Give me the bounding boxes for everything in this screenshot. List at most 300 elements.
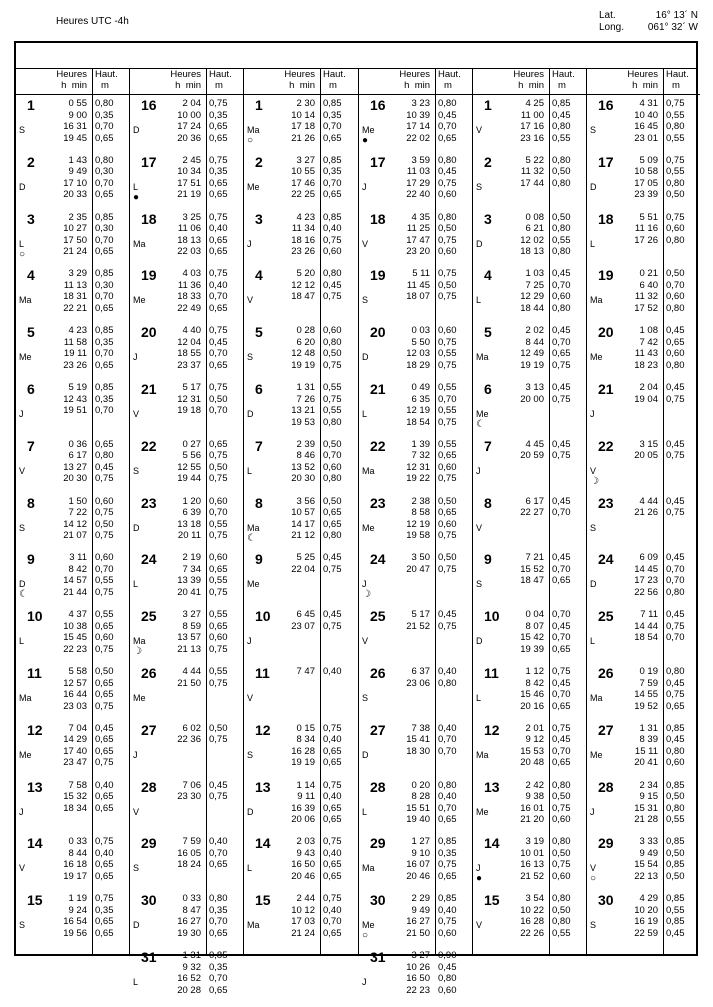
h-min-label: h min — [175, 80, 201, 91]
day-entry — [359, 496, 472, 553]
tide-time: 13 27 — [63, 461, 87, 473]
tide-height: 0,65 — [209, 246, 228, 258]
tide-height: 0,80 — [438, 98, 457, 109]
tide-height: 0,55 — [552, 132, 571, 144]
tide-column — [473, 68, 587, 956]
tide-height: 0,75 — [666, 507, 685, 519]
tide-time: 20 33 — [63, 189, 87, 201]
day-entry — [16, 666, 129, 723]
tide-height: 0,40 — [438, 791, 457, 803]
tide-height: 0,45 — [438, 109, 457, 121]
tide-height: 0,45 — [438, 961, 457, 973]
moon-phase-icon: ● — [362, 135, 369, 146]
tide-height: 0,80 — [552, 223, 571, 235]
tide-height: 0,40 — [323, 904, 342, 916]
tide-time: 18 47 — [520, 575, 544, 587]
weekday-label: D — [133, 125, 140, 135]
tide-time: 17 40 — [63, 745, 87, 757]
tide-time: 19 53 — [291, 416, 315, 428]
day-entry — [130, 836, 243, 893]
haut-label: Haut. — [209, 69, 232, 80]
tide-time: 3 11 — [69, 552, 87, 564]
tide-height: 0,40 — [323, 734, 342, 746]
tide-height: 0,60 — [552, 870, 571, 882]
tide-time: 11 06 — [177, 223, 201, 235]
tide-time: 16 01 — [520, 802, 544, 814]
tide-time: 11 45 — [406, 279, 430, 291]
day-number: 12 — [484, 721, 500, 738]
tide-time: 13 57 — [177, 632, 201, 644]
moon-phase-icon: ☽ — [590, 475, 599, 487]
tide-height: 0,65 — [95, 189, 114, 201]
weekday-label: Me — [476, 409, 489, 419]
tide-time: 3 56 — [296, 495, 315, 507]
tide-time: 18 54 — [406, 416, 430, 428]
tide-time: 7 34 — [182, 563, 201, 575]
tide-height: 0,65 — [209, 121, 228, 132]
tide-height: 0,75 — [323, 234, 342, 246]
weekday-label: L — [590, 238, 596, 249]
day-entry — [473, 268, 586, 325]
tide-time: 12 02 — [520, 234, 544, 246]
tide-time: 13 18 — [177, 518, 201, 530]
tide-time: 3 15 — [639, 438, 658, 450]
tide-height: 0,40 — [438, 904, 457, 916]
tide-time: 1 27 — [411, 836, 430, 848]
tide-time: 22 56 — [634, 586, 658, 598]
tide-time: 19 51 — [63, 405, 87, 416]
day-number: 30 — [598, 892, 614, 909]
day-entry — [244, 212, 357, 269]
weekday-label: L — [133, 977, 139, 987]
tide-time: 19 56 — [63, 927, 87, 939]
tide-time: 10 39 — [406, 109, 430, 121]
tide-time: 11 32 — [520, 166, 544, 178]
tide-time: 21 12 — [291, 530, 315, 542]
tide-height: 0,80 — [209, 893, 228, 905]
tide-time: 12 55 — [177, 461, 201, 473]
weekday-label: Ma — [247, 522, 260, 533]
day-entry — [244, 609, 357, 666]
tide-height: 0,65 — [209, 927, 228, 939]
tide-height: 0,75 — [95, 893, 114, 905]
tide-time: 19 17 — [63, 870, 87, 882]
day-number: 13 — [484, 778, 500, 795]
tide-time: 12 03 — [406, 348, 430, 360]
h-min-label: h min — [404, 80, 430, 91]
haut-label: Haut. — [95, 69, 118, 80]
tide-height: 0,55 — [666, 814, 685, 826]
day-entry — [244, 836, 357, 893]
m-label: m — [101, 80, 109, 91]
tide-height: 0,30 — [95, 166, 114, 178]
day-entry — [244, 552, 357, 609]
tide-time: 9 00 — [68, 109, 87, 121]
day-entry — [244, 268, 357, 325]
day-entry — [359, 382, 472, 439]
day-entry — [130, 382, 243, 439]
column-header — [16, 68, 129, 95]
tide-time: 17 24 — [177, 121, 201, 132]
tide-time: 3 27 — [411, 950, 430, 961]
tide-time: 20 28 — [177, 984, 201, 996]
tide-time: 15 31 — [634, 802, 658, 814]
tide-time: 23 30 — [177, 791, 201, 803]
day-entry — [16, 212, 129, 269]
tide-height: 0,65 — [95, 916, 114, 928]
tide-height: 0,75 — [323, 563, 342, 575]
day-entry — [16, 780, 129, 837]
m-label: m — [672, 80, 680, 91]
tide-time: 2 44 — [296, 893, 315, 905]
tide-height: 0,65 — [438, 870, 457, 882]
tide-height: 0,65 — [552, 348, 571, 360]
tide-time: 21 20 — [520, 814, 544, 826]
tide-time: 5 20 — [296, 268, 315, 280]
tide-height: 0,80 — [438, 973, 457, 984]
tide-height: 0,40 — [323, 791, 342, 803]
tide-height: 0,70 — [552, 689, 571, 700]
moon-phase-icon: ☾ — [476, 419, 485, 430]
tide-height: 0,75 — [666, 450, 685, 462]
tide-height: 0,65 — [438, 132, 457, 144]
timezone-label: Heures UTC -4h — [56, 16, 129, 27]
weekday-label: S — [19, 522, 26, 533]
day-entry — [359, 212, 472, 269]
tide-height: 0,60 — [95, 495, 114, 507]
tide-height: 0,75 — [323, 893, 342, 905]
tide-time: 2 01 — [525, 722, 544, 734]
tide-height: 0,75 — [438, 563, 457, 575]
tide-time: 14 45 — [634, 563, 658, 575]
tide-height: 0,50 — [552, 211, 571, 223]
tide-time: 7 04 — [68, 722, 87, 734]
day-number: 13 — [255, 778, 271, 795]
column-header — [473, 68, 586, 95]
tide-height: 0,70 — [323, 916, 342, 928]
tide-height: 0,65 — [95, 859, 114, 871]
tide-height: 0,40 — [95, 847, 114, 859]
tide-time: 19 52 — [634, 700, 658, 712]
weekday-label: J — [19, 806, 24, 817]
tide-time: 20 59 — [520, 450, 544, 462]
tide-time: 7 21 — [525, 552, 544, 564]
tide-time: 11 25 — [406, 223, 430, 235]
tide-column — [244, 68, 359, 956]
day-number: 7 — [484, 437, 492, 454]
day-number: 23 — [141, 494, 157, 511]
tide-height: 0,60 — [438, 927, 457, 939]
weekday-label: D — [476, 238, 483, 249]
tide-time: 23 07 — [291, 620, 315, 632]
tide-time: 18 13 — [177, 234, 201, 246]
tide-height: 0,45 — [552, 620, 571, 632]
tide-time: 3 54 — [525, 893, 544, 905]
column-header — [244, 68, 358, 95]
tide-time: 19 40 — [406, 814, 430, 826]
day-number: 23 — [370, 494, 386, 511]
tide-time: 22 04 — [291, 563, 315, 575]
h-min-label: h min — [632, 80, 658, 91]
tide-time: 10 01 — [520, 847, 544, 859]
tide-time: 1 31 — [296, 382, 315, 393]
tide-time: 20 30 — [63, 473, 87, 485]
weekday-label: S — [476, 579, 483, 590]
tide-time: 17 14 — [406, 121, 430, 132]
weekday-label: J — [362, 977, 367, 987]
day-entry — [130, 155, 243, 212]
day-entry — [359, 325, 472, 382]
tide-height: 0,70 — [552, 609, 571, 621]
tide-height: 0,70 — [209, 507, 228, 519]
tide-height: 0,35 — [209, 166, 228, 178]
tide-time: 4 31 — [639, 98, 658, 109]
tide-time: 12 19 — [406, 405, 430, 416]
tide-height: 0,75 — [438, 859, 457, 871]
tide-time: 16 28 — [291, 745, 315, 757]
haut-label: Haut. — [552, 69, 575, 80]
tide-height: 0,70 — [438, 121, 457, 132]
tide-time: 16 45 — [634, 121, 658, 132]
tide-time: 16 54 — [63, 916, 87, 928]
day-number: 28 — [598, 778, 614, 795]
day-number: 30 — [370, 892, 386, 909]
column-header — [130, 68, 243, 95]
tide-time: 0 33 — [68, 836, 87, 848]
long-value: 061° 32´ W — [647, 22, 698, 33]
tide-time: 22 02 — [406, 132, 430, 144]
day-number: 22 — [598, 437, 614, 454]
tide-height: 0,60 — [438, 984, 457, 996]
weekday-label: V — [19, 465, 26, 476]
tide-time: 9 49 — [639, 847, 658, 859]
tide-height: 0,60 — [666, 348, 685, 360]
weekday-label: D — [247, 806, 254, 817]
tide-height: 0,45 — [209, 336, 228, 348]
day-entry — [244, 325, 357, 382]
tide-time: 16 13 — [520, 859, 544, 871]
tide-time: 16 05 — [177, 847, 201, 859]
page-header — [0, 0, 713, 40]
tide-height: 0,80 — [666, 586, 685, 598]
tide-time: 12 12 — [291, 279, 315, 291]
day-entry — [587, 155, 700, 212]
tide-height: 0,65 — [209, 177, 228, 189]
weekday-label: J — [362, 181, 367, 192]
tide-time: 17 29 — [406, 177, 430, 189]
tide-time: 20 41 — [634, 757, 658, 769]
tide-time: 1 08 — [639, 325, 658, 337]
tide-height: 0,85 — [552, 98, 571, 109]
tide-height: 0,50 — [438, 223, 457, 235]
column-header — [587, 68, 700, 95]
weekday-label: V — [247, 295, 254, 306]
tide-height: 0,70 — [209, 348, 228, 360]
day-number: 8 — [484, 494, 492, 511]
day-entry — [359, 723, 472, 780]
tide-time: 16 44 — [63, 689, 87, 700]
tide-height: 0,45 — [666, 734, 685, 746]
tide-height: 0,60 — [209, 495, 228, 507]
tide-time: 0 19 — [639, 666, 658, 677]
tide-time: 21 26 — [634, 507, 658, 519]
tide-height: 0,75 — [209, 734, 228, 746]
weekday-label: S — [362, 693, 369, 703]
tide-time: 10 40 — [634, 109, 658, 121]
tide-height: 0,75 — [438, 234, 457, 246]
day-number: 31 — [370, 949, 386, 965]
tide-height: 0,75 — [323, 620, 342, 632]
tide-height: 0,75 — [438, 291, 457, 303]
tide-height: 0,65 — [323, 507, 342, 519]
tide-time: 1 03 — [525, 268, 544, 280]
day-number: 7 — [255, 437, 263, 454]
day-number: 14 — [27, 835, 43, 852]
tide-height: 0,40 — [209, 279, 228, 291]
tide-time: 17 05 — [634, 177, 658, 189]
tide-height: 0,55 — [666, 132, 685, 144]
day-number: 3 — [484, 210, 492, 227]
day-entry — [130, 268, 243, 325]
tide-time: 17 18 — [291, 121, 315, 132]
tide-time: 11 36 — [177, 279, 201, 291]
day-number: 31 — [141, 949, 157, 965]
tide-time: 19 45 — [63, 132, 87, 144]
weekday-label: L — [362, 806, 368, 817]
day-entry — [130, 552, 243, 609]
tide-height: 0,45 — [552, 438, 571, 450]
tide-height: 0,75 — [323, 359, 342, 371]
tide-time: 2 38 — [411, 495, 430, 507]
tide-time: 18 23 — [634, 359, 658, 371]
tide-height: 0,55 — [209, 518, 228, 530]
moon-phase-icon: ○ — [590, 873, 597, 885]
tide-height: 0,65 — [209, 189, 228, 201]
tide-time: 0 33 — [182, 893, 201, 905]
tide-height: 0,75 — [552, 393, 571, 405]
tide-time: 20 06 — [291, 814, 315, 826]
tide-height: 0,35 — [209, 961, 228, 973]
tide-time: 0 28 — [296, 325, 315, 337]
tide-time: 4 03 — [182, 268, 201, 280]
weekday-label: Me — [19, 352, 32, 363]
day-number: 22 — [370, 437, 386, 454]
tide-time: 19 19 — [291, 757, 315, 769]
tide-time: 20 30 — [291, 473, 315, 485]
day-number: 29 — [141, 835, 157, 852]
day-entry — [16, 496, 129, 553]
tide-height: 0,45 — [552, 382, 571, 393]
tide-time: 10 14 — [291, 109, 315, 121]
tide-time: 4 25 — [525, 98, 544, 109]
tide-time: 23 06 — [406, 677, 430, 689]
tide-time: 15 54 — [634, 859, 658, 871]
weekday-label: Me — [362, 125, 375, 135]
weekday-label: Me — [247, 579, 260, 590]
tide-time: 3 19 — [525, 836, 544, 848]
tide-time: 7 25 — [525, 279, 544, 291]
day-entry — [473, 552, 586, 609]
day-number: 4 — [27, 267, 35, 284]
tide-time: 17 46 — [291, 177, 315, 189]
tide-time: 15 45 — [63, 632, 87, 644]
tide-time: 18 47 — [291, 291, 315, 303]
tide-height: 0,65 — [209, 132, 228, 144]
tide-column — [587, 68, 700, 956]
tide-time: 11 32 — [634, 291, 658, 303]
tide-height: 0,85 — [666, 859, 685, 871]
day-entry — [587, 836, 700, 893]
heures-label: Heures — [513, 69, 544, 80]
day-entry — [130, 893, 243, 950]
weekday-label: J — [476, 465, 481, 476]
tide-height: 0,85 — [323, 211, 342, 223]
tide-time: 23 47 — [63, 757, 87, 769]
tide-height: 0,55 — [438, 405, 457, 416]
tide-height: 0,70 — [552, 563, 571, 575]
tide-height: 0,55 — [95, 575, 114, 587]
tide-height: 0,85 — [666, 916, 685, 928]
moon-phase-icon: ○ — [247, 135, 254, 146]
day-entry — [587, 325, 700, 382]
tide-time: 18 55 — [177, 348, 201, 360]
tide-time: 20 41 — [177, 586, 201, 598]
tide-height: 0,45 — [666, 438, 685, 450]
day-number: 22 — [141, 437, 157, 454]
day-number: 1 — [27, 97, 35, 113]
day-number: 21 — [370, 381, 386, 397]
tide-time: 11 13 — [63, 279, 87, 291]
tide-time: 18 44 — [520, 302, 544, 314]
tide-height: 0,70 — [438, 745, 457, 757]
weekday-label: D — [247, 409, 254, 419]
tide-height: 0,45 — [666, 552, 685, 564]
tide-height: 0,45 — [552, 268, 571, 280]
day-number: 2 — [255, 153, 263, 170]
tide-time: 7 22 — [68, 507, 87, 519]
tide-height: 0,75 — [666, 98, 685, 109]
tide-height: 0,80 — [552, 121, 571, 132]
tide-height: 0,60 — [323, 325, 342, 337]
tide-time: 3 25 — [182, 211, 201, 223]
tide-time: 1 39 — [411, 438, 430, 450]
tide-height: 0,70 — [95, 121, 114, 132]
tide-height: 0,50 — [323, 438, 342, 450]
tide-time: 18 34 — [63, 802, 87, 814]
day-entry — [359, 268, 472, 325]
tide-height: 0,85 — [95, 325, 114, 337]
tide-height: 0,75 — [666, 393, 685, 405]
tide-time: 19 04 — [634, 393, 658, 405]
tide-height: 0,80 — [552, 779, 571, 791]
tide-height: 0,45 — [552, 734, 571, 746]
tide-column — [130, 68, 244, 996]
weekday-label: Me — [590, 749, 603, 760]
tide-time: 7 06 — [182, 779, 201, 791]
day-entry — [473, 666, 586, 723]
weekday-label: L — [133, 579, 139, 590]
day-entry — [359, 609, 472, 666]
day-number: 21 — [141, 381, 157, 397]
tide-time: 8 46 — [296, 450, 315, 462]
day-entry — [130, 212, 243, 269]
tide-time: 21 50 — [406, 927, 430, 939]
tide-time: 2 04 — [182, 98, 201, 109]
moon-phase-icon: ☾ — [19, 589, 28, 601]
tide-time: 7 47 — [296, 666, 315, 677]
tide-time: 2 03 — [296, 836, 315, 848]
tide-time: 19 18 — [177, 405, 201, 416]
